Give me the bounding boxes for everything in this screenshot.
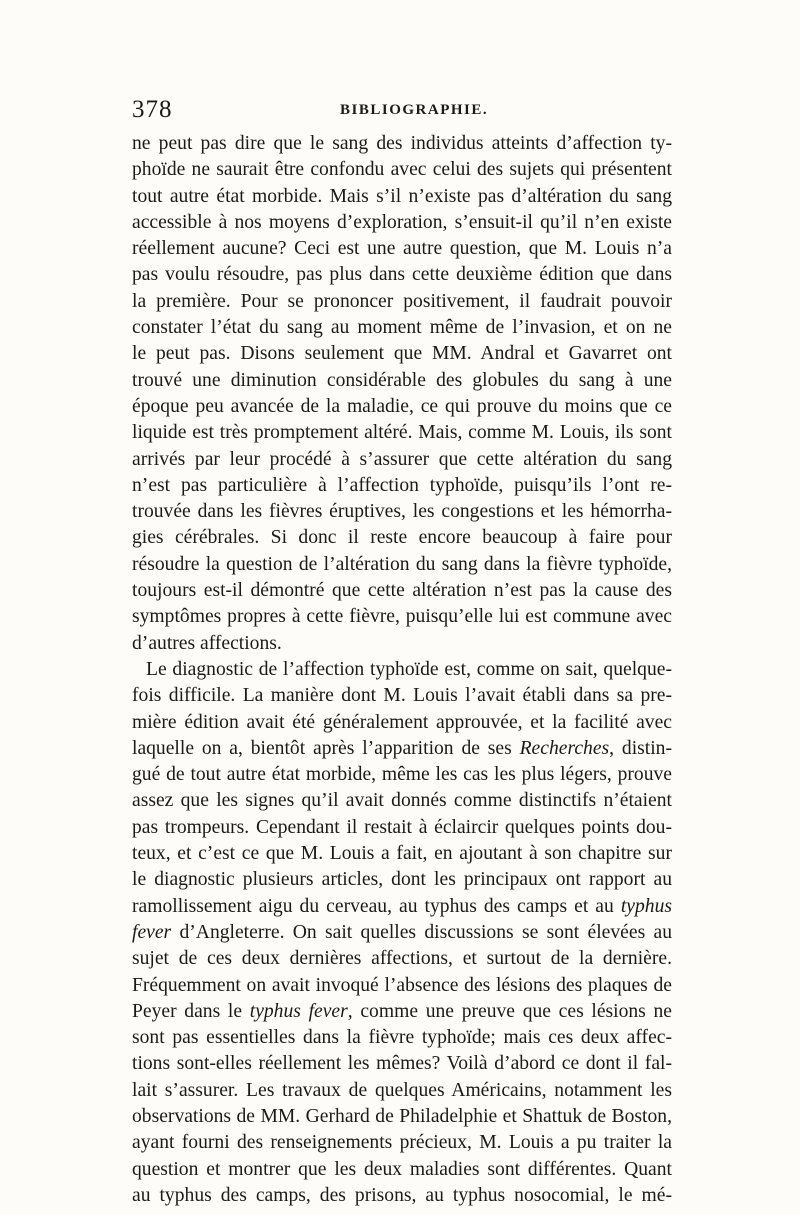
text-line: Fréquemment on avait invoqué l’absence des lésions des plaques de bbox=[132, 974, 672, 996]
text-line: trouvée dans les fièvres éruptives, les congestions et les hémorrha- bbox=[132, 501, 672, 523]
text-line: symptômes propres à cette fièvre, puisqu’elle lui est commune avec bbox=[132, 606, 672, 628]
text-line: ne peut pas dire que le sang des individus atteints d’affection ty- bbox=[132, 133, 672, 154]
text-line: observations de MM. Gerhard de Philadelphie et Shattuk de Boston, bbox=[132, 1105, 672, 1127]
text-line: réellement aucune? Ceci est une autre question, que M. Louis n’a bbox=[132, 238, 672, 260]
text-line: la première. Pour se prononcer positivement, il faudrait pouvoir bbox=[132, 290, 672, 312]
italic-title: Recherches bbox=[519, 737, 610, 759]
text-line: pas trompeurs. Cependant il restait à éclaircir quelques points dou- bbox=[132, 816, 672, 838]
text-line: liquide est très promptement altéré. Mais, comme M. Louis, ils sont bbox=[132, 422, 672, 444]
running-head: BIBLIOGRAPHIE. bbox=[340, 102, 489, 118]
paragraph-2 bbox=[132, 657, 672, 1209]
text-line: toujours est-il démontré que cette altération n’est pas la cause des bbox=[132, 580, 672, 602]
body-text bbox=[132, 131, 672, 1209]
text-line: pas voulu résoudre, pas plus dans cette deuxième édition que dans bbox=[132, 264, 672, 286]
text-line: accessible à nos moyens d’exploration, s’ensuit-il qu’il n’en existe bbox=[132, 211, 672, 233]
italic-term: typhus fever bbox=[249, 1000, 348, 1022]
text-line: sujet de ces deux dernières affections, et surtout de la dernière. bbox=[132, 948, 672, 970]
paragraph-1 bbox=[132, 131, 672, 657]
text-line: trouvé une diminution considérable des globules du sang à une bbox=[132, 369, 672, 391]
text-line bbox=[132, 999, 672, 1025]
text-line: question et montrer que les deux maladies sont différentes. Quant bbox=[132, 1158, 672, 1180]
text-line: d’autres affections. bbox=[132, 632, 282, 654]
text-line: tions sont-elles réellement les mêmes? Voilà d’abord ce dont il fal- bbox=[132, 1053, 672, 1075]
text-segment: ramollissement aigu du cerveau, au typhus des camps et au bbox=[132, 895, 621, 917]
text-line: le peut pas. Disons seulement que MM. Andral et Gavarret ont bbox=[132, 343, 672, 365]
page-header bbox=[132, 96, 672, 126]
text-segment: , comme une preuve que ces lésions ne bbox=[347, 1000, 672, 1022]
text-line: phoïde ne saurait être confondu avec celui des sujets qui présentent bbox=[132, 159, 672, 181]
text-line bbox=[132, 894, 672, 920]
text-line: arrivés par leur procédé à s’assurer que cette altération du sang bbox=[132, 448, 672, 470]
text-line: sont pas essentielles dans la fièvre typhoïde; mais ces deux affec- bbox=[132, 1027, 672, 1049]
text-line: gué de tout autre état morbide, même les cas les plus légers, prouve bbox=[132, 764, 672, 786]
text-line: Le diagnostic de l’affection typhoïde est, comme on sait, quelque- bbox=[146, 658, 672, 680]
text-line: époque peu avancée de la maladie, ce qui prouve du moins que ce bbox=[132, 395, 672, 417]
text-segment: d’Angleterre. On sait quelles discussions se sont élevées au bbox=[171, 921, 672, 943]
text-line: fois difficile. La manière dont M. Louis l’avait établi dans sa pre- bbox=[132, 685, 672, 707]
text-line: au typhus des camps, des prisons, au typhus nosocomial, le mé- bbox=[132, 1184, 672, 1206]
text-line bbox=[132, 736, 672, 762]
text-line: teux, et c’est ce que M. Louis a fait, en ajoutant à son chapitre sur bbox=[132, 843, 672, 865]
text-segment: laquelle on a, bientôt après l’apparition de ses bbox=[132, 737, 520, 759]
italic-term: fever bbox=[132, 921, 172, 943]
text-line bbox=[132, 920, 672, 946]
text-line: mière édition avait été généralement approuvée, et la facilité avec bbox=[132, 711, 672, 733]
text-line: constater l’état du sang au moment même de l’invasion, et on ne bbox=[132, 317, 672, 339]
page-number: 378 bbox=[132, 96, 173, 123]
text-line: lait s’assurer. Les travaux de quelques Américains, notamment les bbox=[132, 1079, 672, 1101]
text-segment: , distin- bbox=[609, 737, 672, 759]
text-line: ayant fourni des renseignements précieux, M. Louis a pu traiter la bbox=[132, 1132, 672, 1154]
text-line: assez que les signes qu’il avait donnés comme distinctifs n’étaient bbox=[132, 790, 672, 812]
text-line: gies cérébrales. Si donc il reste encore beaucoup à faire pour bbox=[132, 527, 672, 549]
text-line: résoudre la question de l’altération du sang dans la fièvre typhoïde, bbox=[132, 553, 672, 575]
italic-term: typhus bbox=[620, 895, 672, 917]
text-line: n’est pas particulière à l’affection typhoïde, puisqu’ils l’ont re- bbox=[132, 474, 672, 496]
text-line: le diagnostic plusieurs articles, dont les principaux ont rapport au bbox=[132, 869, 672, 891]
text-line: tout autre état morbide. Mais s’il n’existe pas d’altération du sang bbox=[132, 185, 672, 207]
text-segment: Peyer dans le bbox=[132, 1000, 250, 1022]
